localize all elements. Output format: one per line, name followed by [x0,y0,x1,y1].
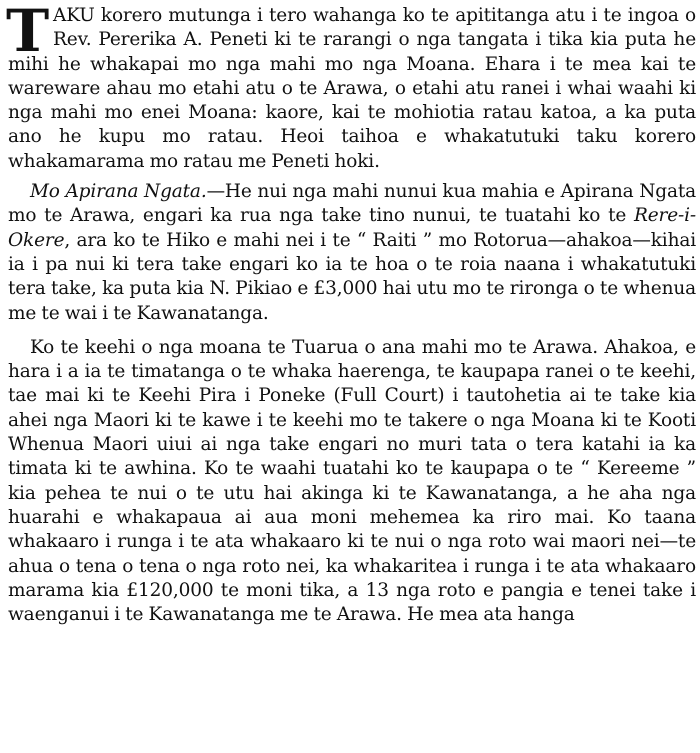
ngata-text-2: , ara ko te Hiko e mahi nei i te “ Raiti ” mo Rotorua—ahakoa—kihai ia i pa nui ki tera take engari ko ia te hoa o te roia naana i whakatutuki tera take, ka puta kia N. Pikiao e £3,000 hai utu mo te rironga o te whenua me te wai i te Kawanatanga. [8,229,696,324]
ngata-text-1: —He nui nga mahi nunui kua mahia e Apirana Ngata mo te Arawa, engari ka rua nga take tino nunui, te tuatahi ko te [8,181,696,227]
drop-cap: T [6,0,50,65]
ngata-heading: Mo Apirana Ngata. [30,181,207,203]
ngata-italic-name: Rere-i-Okere [8,205,696,251]
paragraph-keehi [8,336,696,628]
keehi-text: Ko te keehi o nga moana te Tuarua o ana mahi mo te Arawa. Ahakoa, e hara i a ia te timatanga o te whaka haerenga, te kaupapa ranei o te keehi, tae mai ki te Keehi Pira i Poneke (Full Court) i tautohetia ai te take kia ahei nga Maori ki te kawe i te keehi mo te takere o nga Moana ki te Kooti Whenua Maori uiui ai nga take engari no muri tata o tera katahi ia ka timata ki te awhina. Ko te waahi tuatahi ko te kaupapa o te “ Kereeme ” kia pehea te nui o te utu hai akinga ki te Kawanatanga, a he aha nga huarahi e whakapaua ai aua moni mehemea ka riro mai. Ko taana whakaaro i runga i te ata whakaaro ki te nui o nga roto wai maori nei—te ahua o tena o tena o nga roto nei, ka whakaritea i runga i te ata whakaaro marama kia £120,000 te moni tika, a 13 nga roto e pangia e tenei take i waenganui i te Kawanatanga me te Arawa. He mea ata hanga [8,336,696,626]
intro-text: AKU korero mutunga i tero wahanga ko te apititanga atu i te ingoa o Rev. Pererika A. Peneti ki te rarangi o nga tangata i tika kia puta he mihi he whakapai mo nga mahi mo nga Moana. Ehara i te mea kai te wareware ahau mo etahi atu o te Arawa, o etahi atu ranei i whai waahi ki nga mahi mo enei Moana: kaore, kai te mohiotia ratau katoa, a ka puta ano he kupu mo ratau. Heoi taihoa e whakatutuki taku korero whakamarama mo ratau me Peneti hoki. [8,5,696,172]
paragraph-intro [6,0,696,174]
paragraph-ngata [8,180,696,326]
